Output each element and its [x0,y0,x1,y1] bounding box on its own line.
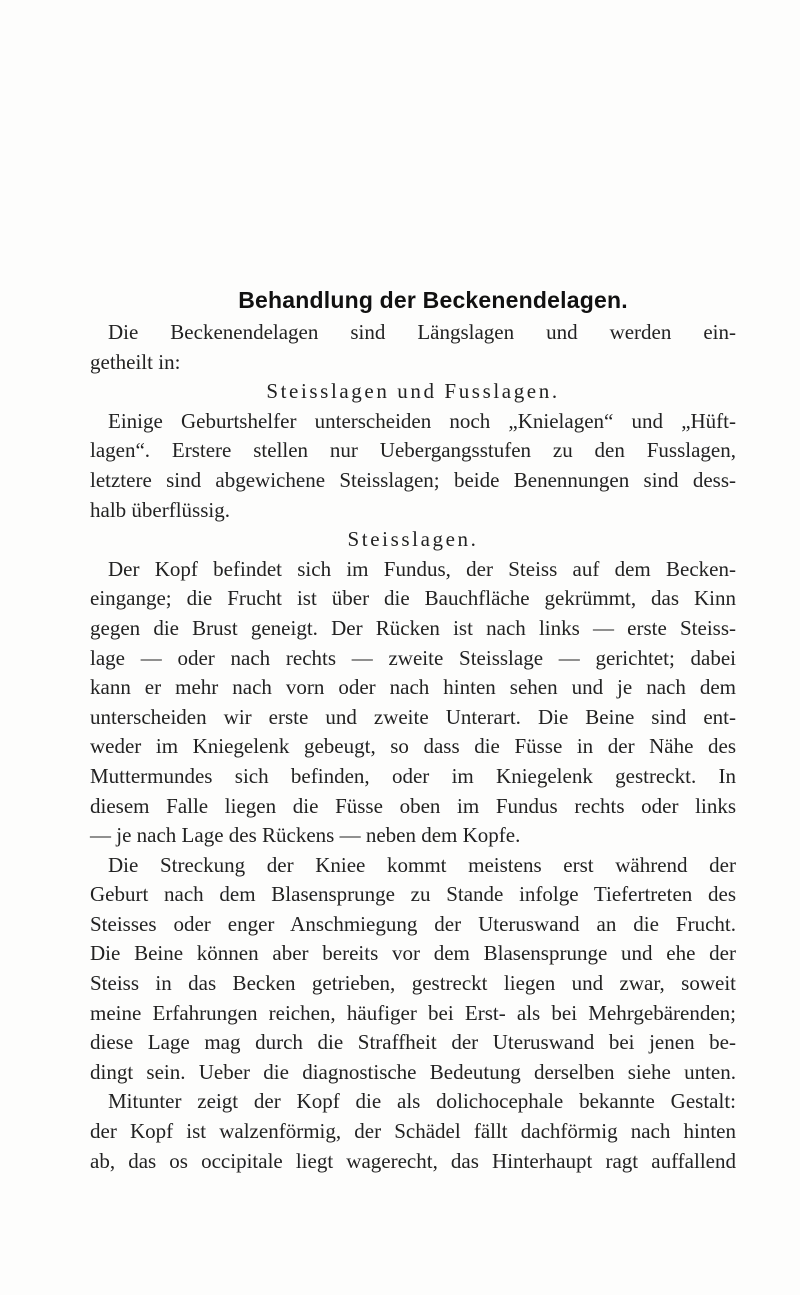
section-heading: Steisslagen. [347,527,479,552]
text-line: Mitunter zeigt der Kopf die als dolichocephale bekannte Gestalt: [108,1089,736,1114]
text-line: Die Beckenendelagen sind Längslagen und werden ein- [108,320,736,344]
text-line: Der Kopf befindet sich im Fundus, der Steiss auf dem Becken- [108,556,736,581]
text-line: unterscheiden wir erste und zweite Unterart. Die Beine sind ent- [90,704,736,729]
text-column [90,282,736,1176]
text-line: lagen“. Erstere stellen nur Uebergangsstufen zu den Fusslagen, [90,438,736,463]
page-title: Behandlung der Beckenendelagen. [238,287,628,313]
text-line: meine Erfahrungen reichen, häufiger bei Erst- als bei Mehrgebärenden; [90,1000,736,1025]
text-line: Einige Geburtshelfer unterscheiden noch „Knielagen“ und „Hüft- [108,408,736,433]
text-line: Geburt nach dem Blasensprunge zu Stande infolge Tiefertreten des [90,882,736,907]
text-line: lage — oder nach rechts — zweite Steisslage — gerichtet; dabei [90,645,736,670]
text-line: Muttermundes sich befinden, oder im Kniegelenk gestreckt. In [90,763,736,788]
text-line: Die Beine können aber bereits vor dem Blasensprunge und ehe der [90,941,736,966]
text-line: Steiss in das Becken getrieben, gestreckt liegen und zwar, soweit [90,971,736,996]
text-line: der Kopf ist walzenförmig, der Schädel fällt dachförmig nach hinten [90,1119,736,1144]
text-line: — je nach Lage des Rückens — neben dem Kopfe. [90,823,521,848]
text-line: kann er mehr nach vorn oder nach hinten sehen und je nach dem [90,675,736,700]
text-line: getheilt in: [90,349,181,374]
text-line: diesem Falle liegen die Füsse oben im Fundus rechts oder links [90,793,736,818]
text-line: letztere sind abgewichene Steisslagen; beide Benennungen sind dess- [90,467,736,492]
text-line: Steisses oder enger Anschmiegung der Uteruswand an die Frucht. [90,911,736,936]
text-line: diese Lage mag durch die Straffheit der Uteruswand bei jenen be- [90,1030,736,1055]
text-line: gegen die Brust geneigt. Der Rücken ist nach links — erste Steiss- [90,615,736,640]
text-line: halb überflüssig. [90,497,230,522]
text-line: eingange; die Frucht ist über die Bauchfläche gekrümmt, das Kinn [90,586,736,611]
text-line: dingt sein. Ueber die diagnostische Bedeutung derselben siehe unten. [90,1059,736,1084]
text-line: weder im Kniegelenk gebeugt, so dass die Füsse in der Nähe des [90,734,736,759]
text-line: Die Streckung der Kniee kommt meistens erst während der [108,852,736,877]
centered-line: Steisslagen und Fusslagen. [266,379,560,404]
text-line: ab, das os occipitale liegt wagerecht, das Hinterhaupt ragt auffallend [90,1148,736,1173]
